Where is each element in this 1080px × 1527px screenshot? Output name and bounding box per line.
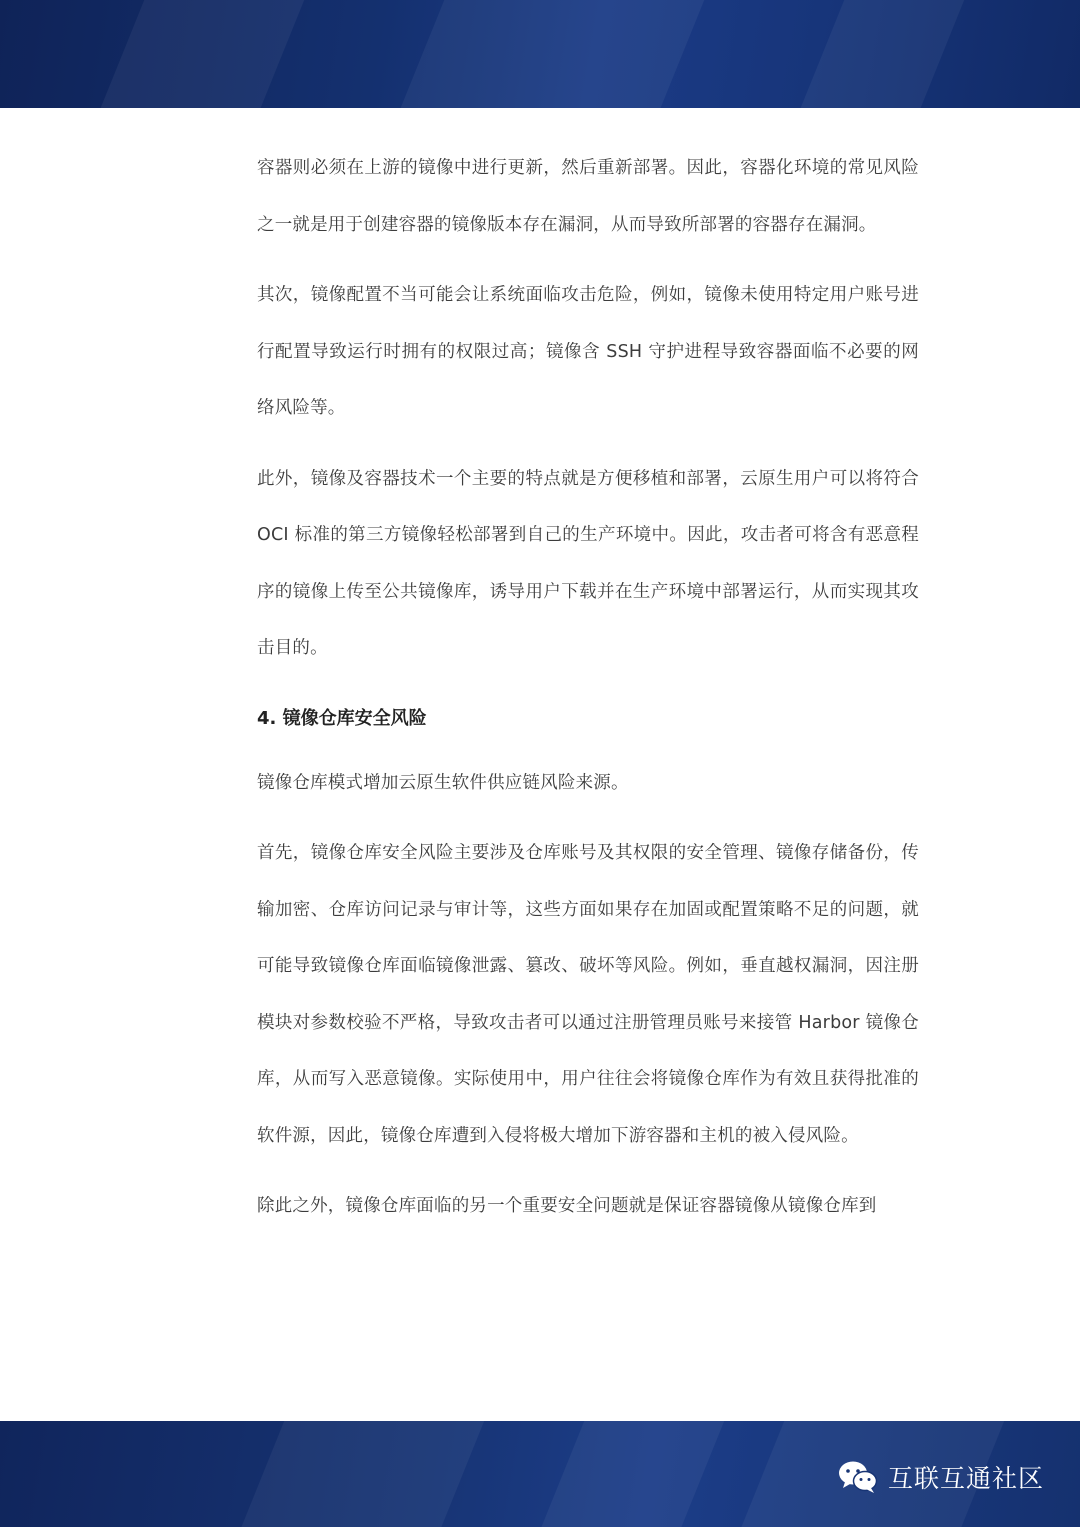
document-body (257, 140, 919, 1235)
paragraph-registry-transfer: 除此之外，镜像仓库面临的另一个重要安全问题就是保证容器镜像从镜像仓库到 (257, 1196, 877, 1216)
paragraph-image-vulnerability: 容器则必须在上游的镜像中进行更新，然后重新部署。因此，容器化环境的常见风险之一就是用于创建容器的镜像版本存在漏洞，从而导致所部署的容器存在漏洞。 (257, 158, 919, 235)
paragraph-registry-risks: 首先，镜像仓库安全风险主要涉及仓库账号及其权限的安全管理、镜像存储备份，传输加密、仓库访问记录与审计等，这些方面如果存在加固或配置策略不足的问题，就可能导致镜像仓库面临镜像泄露、篡改、破坏等风险。例如，垂直越权漏洞，因注册模块对参数校验不严格，导致攻击者可以通过注册管理员账号来接管 Harbor 镜像仓库，从而写入恶意镜像。实际使用中，用户往往会将镜像仓库作为有效且获得批准的软件源，因此，镜像仓库遭到入侵将极大增加下游容器和主机的被入侵风险。 (257, 843, 919, 1146)
wechat-icon (838, 1460, 878, 1494)
paragraph-registry-intro: 镜像仓库模式增加云原生软件供应链风险来源。 (257, 772, 629, 793)
section-heading: 4. 镜像仓库安全风险 (257, 707, 427, 729)
paragraph-image-misconfiguration: 其次，镜像配置不当可能会让系统面临攻击危险，例如，镜像未使用特定用户账号进行配置导致运行时拥有的权限过高；镜像含 SSH 守护进程导致容器面临不必要的网络风险等。 (257, 285, 919, 418)
header-band (0, 0, 1080, 108)
paragraph-malicious-image: 此外，镜像及容器技术一个主要的特点就是方便移植和部署，云原生用户可以将符合 OCI 标准的第三方镜像轻松部署到自己的生产环境中。因此，攻击者可将含有恶意程序的镜像上传至公共镜像库，诱导用户下载并在生产环境中部署运行，从而实现其攻击目的。 (257, 468, 919, 658)
watermark-text: 互联互通社区 (887, 1464, 1044, 1493)
account-watermark (838, 1454, 1044, 1500)
